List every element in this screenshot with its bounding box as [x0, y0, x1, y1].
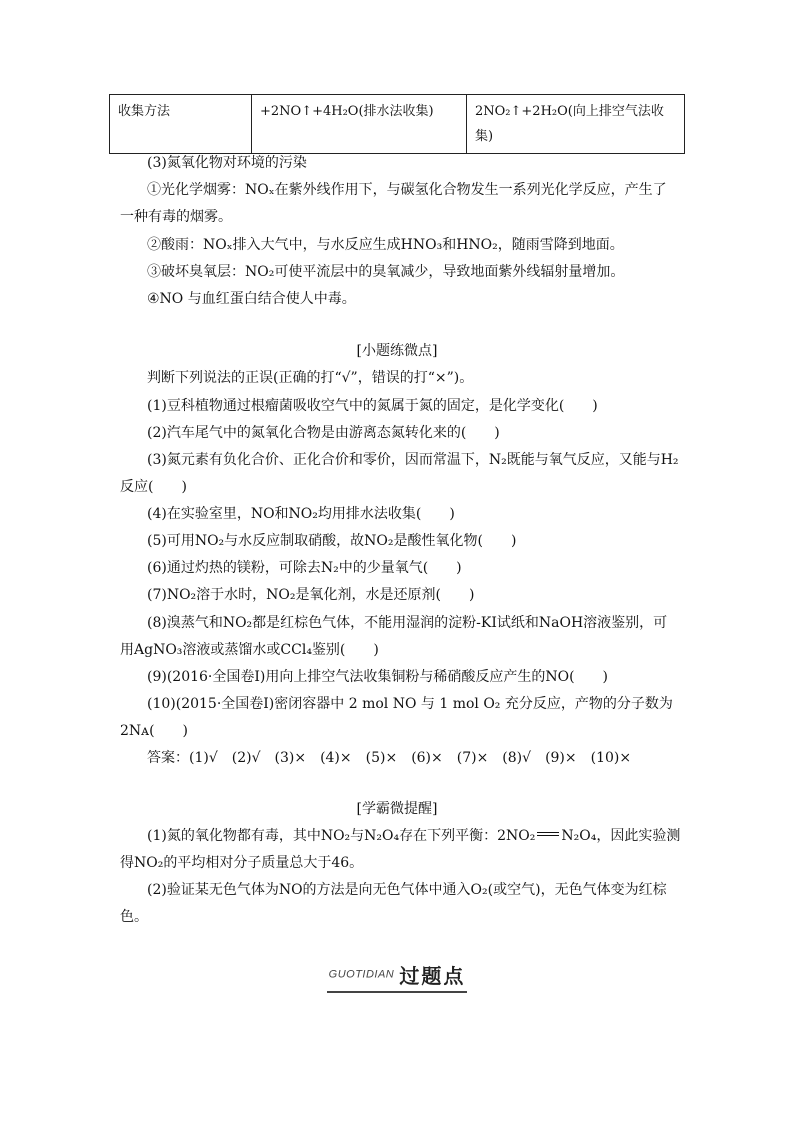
- section-logo: [0, 960, 794, 993]
- question-10-line1: (10)(2015·全国卷Ⅰ)密闭容器中 2 mol NO 与 1 mol O₂ 充分反应，产物的分子数为: [147, 696, 673, 712]
- reminder-1-line2: 得NO₂的平均相对分子质量总大于46。: [120, 855, 364, 871]
- question-7: (7)NO₂溶于水时，NO₂是氧化剂，水是还原剂( ): [147, 587, 475, 603]
- question-1: (1)豆科植物通过根瘤菌吸收空气中的氮属于氮的固定，是化学变化( ): [147, 398, 598, 414]
- logo-pinyin: GUOTIDIAN: [328, 968, 395, 981]
- no2-collection-cell: [467, 95, 685, 154]
- reminder-title: [学霸微提醒]: [356, 801, 438, 817]
- no-poisoning-text: ④NO 与血红蛋白结合使人中毒。: [147, 291, 356, 307]
- practice-title: [小题练微点]: [356, 343, 438, 359]
- row-label: 收集方法: [110, 95, 252, 154]
- section-logo-box: [327, 960, 468, 993]
- reminder-1-line1: [147, 825, 680, 845]
- logo-title: 过题点: [399, 964, 466, 988]
- question-6: (6)通过灼热的镁粉，可除去N₂中的少量氧气( ): [147, 560, 462, 576]
- question-8-line2: 用AgNO₃溶液或蒸馏水或CCl₄鉴别( ): [120, 642, 379, 658]
- equilibrium-sign-icon: [537, 832, 559, 836]
- photochemical-smog-line1: ①光化学烟雾：NOₓ在紫外线作用下，与碳氢化合物发生一系列光化学反应，产生了: [147, 182, 667, 198]
- no2-cell-line2: 集): [475, 129, 494, 144]
- pollution-heading: (3)氮氧化物对环境的污染: [147, 155, 307, 171]
- question-2: (2)汽车尾气中的氮氧化合物是由游离态氮转化来的( ): [147, 425, 500, 441]
- ozone-text: ③破坏臭氧层：NO₂可使平流层中的臭氧减少，导致地面紫外线辐射量增加。: [147, 264, 625, 280]
- no2-cell-line1: 2NO₂↑+2H₂O(向上排空气法收: [475, 104, 664, 119]
- photochemical-smog-line2: 一种有毒的烟雾。: [120, 209, 232, 225]
- question-3-line2: 反应( ): [120, 479, 187, 495]
- acid-rain-text: ②酸雨：NOₓ排入大气中，与水反应生成HNO₃和HNO₂，随雨雪降到地面。: [147, 237, 624, 253]
- question-4: (4)在实验室里，NO和NO₂均用排水法收集( ): [147, 506, 455, 522]
- reminder-1-text-after-equation: N₂O₄，因此实验测: [561, 828, 681, 844]
- question-9: (9)(2016·全国卷Ⅰ)用向上排空气法收集铜粉与稀硝酸反应产生的NO( ): [147, 669, 609, 685]
- reminder-1-text-before-equation: (1)氮的氧化物都有毒，其中NO₂与N₂O₄存在下列平衡：2NO₂: [147, 828, 536, 844]
- question-10-line2: 2Nᴀ( ): [120, 723, 188, 739]
- practice-intro: 判断下列说法的正误(正确的打“√”，错误的打“×”)。: [147, 370, 474, 386]
- table-row: [110, 95, 685, 154]
- no-collection-cell: +2NO↑+4H₂O(排水法收集): [252, 95, 467, 154]
- answer-key: 答案：(1)√ (2)√ (3)× (4)× (5)× (6)× (7)× (8)√ (9)× (10)×: [147, 750, 632, 766]
- question-5: (5)可用NO₂与水反应制取硝酸，故NO₂是酸性氧化物( ): [147, 533, 517, 549]
- reminder-2-line1: (2)验证某无色气体为NO的方法是向无色气体中通入O₂(或空气)，无色气体变为红棕: [147, 882, 667, 898]
- reminder-2-line2: 色。: [120, 909, 148, 925]
- question-3-line1: (3)氮元素有负化合价、正化合价和零价，因而常温下，N₂既能与氧气反应，又能与H₂: [147, 452, 679, 468]
- collection-method-table: [109, 94, 685, 154]
- question-8-line1: (8)溴蒸气和NO₂都是红棕色气体，不能用湿润的淀粉-KI试纸和NaOH溶液鉴别，可: [147, 615, 668, 631]
